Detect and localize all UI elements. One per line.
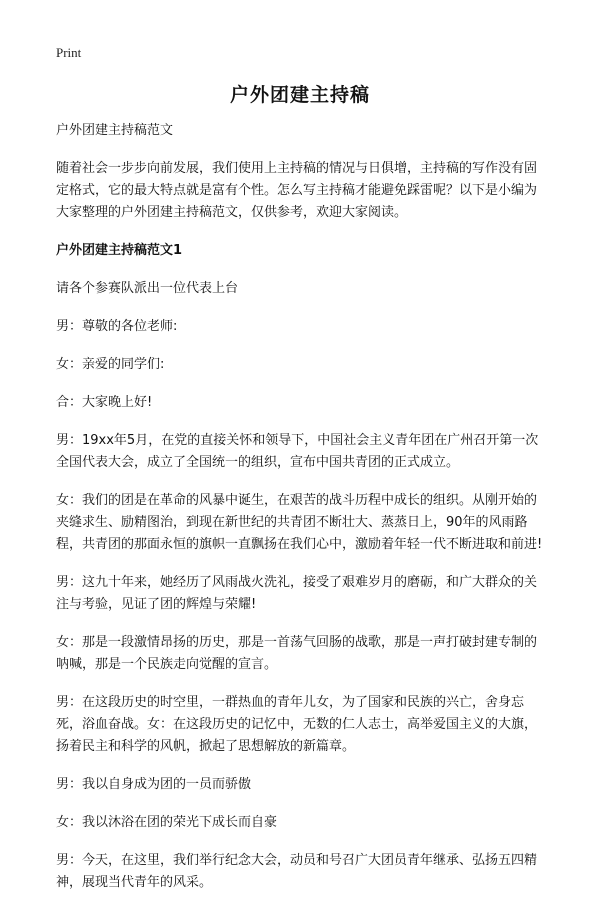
section-heading: 户外团建主持稿范文1 bbox=[56, 243, 183, 258]
script-line: 男：这九十年来，她经历了风雨战火洗礼，接受了艰难岁月的磨砺，和广大群众的关注与考验，见证了团的辉煌与荣耀! bbox=[56, 575, 538, 612]
script-line: 男：在这段历史的时空里，一群热血的青年儿女，为了国家和民族的兴亡，舍身忘死，浴血奋战。女：在这段历史的记忆中，无数的仁人志士，高举爱国主义的大旗，扬着民主和科学的风帆，掀起了思想解放的新篇章。 bbox=[56, 695, 538, 754]
script-line: 男：今天，在这里，我们举行纪念大会，动员和号召广大团员青年继承、弘扬五四精神，展现当代青年的风采。 bbox=[56, 853, 538, 890]
script-line: 男：尊敬的各位老师: bbox=[56, 319, 178, 334]
page-title: 户外团建主持稿 bbox=[229, 84, 370, 106]
document-body bbox=[56, 120, 546, 910]
script-line: 请各个参赛队派出一位代表上台 bbox=[56, 281, 239, 296]
script-line: 合：大家晚上好! bbox=[56, 395, 153, 410]
script-line: 女：我们的团是在革命的风暴中诞生，在艰苦的战斗历程中成长的组织。从刚开始的夹缝求生、励精图治，到现在新世纪的共青团不断壮大、蒸蒸日上，90年的风雨路程，共青团的那面永恒的旗帜一直飘扬在我们心中，激励着年轻一代不断进取和前进! bbox=[56, 493, 543, 552]
script-line: 女：我以沐浴在团的荣光下成长而自豪 bbox=[56, 815, 278, 830]
intro-paragraph: 随着社会一步步向前发展，我们使用上主持稿的情况与日俱增，主持稿的写作没有固定格式，它的最大特点就是富有个性。怎么写主持稿才能避免踩雷呢？以下是小编为大家整理的户外团建主持稿范文，仅供参考，欢迎大家阅读。 bbox=[56, 161, 538, 220]
script-line: 女：亲爱的同学们: bbox=[56, 357, 165, 372]
document-subtitle: 户外团建主持稿范文 bbox=[56, 123, 174, 138]
script-line: 女：那是一段激情昂扬的历史，那是一首荡气回肠的战歌，那是一声打破封建专制的呐喊，那是一个民族走向觉醒的宣言。 bbox=[56, 635, 538, 672]
script-line: 男：19xx年5月，在党的直接关怀和领导下，中国社会主义青年团在广州召开第一次全国代表大会，成立了全国统一的组织，宣布中国共青团的正式成立。 bbox=[56, 433, 539, 470]
print-link[interactable]: Print bbox=[56, 45, 82, 60]
script-line: 男：我以自身成为团的一员而骄傲 bbox=[56, 777, 252, 792]
